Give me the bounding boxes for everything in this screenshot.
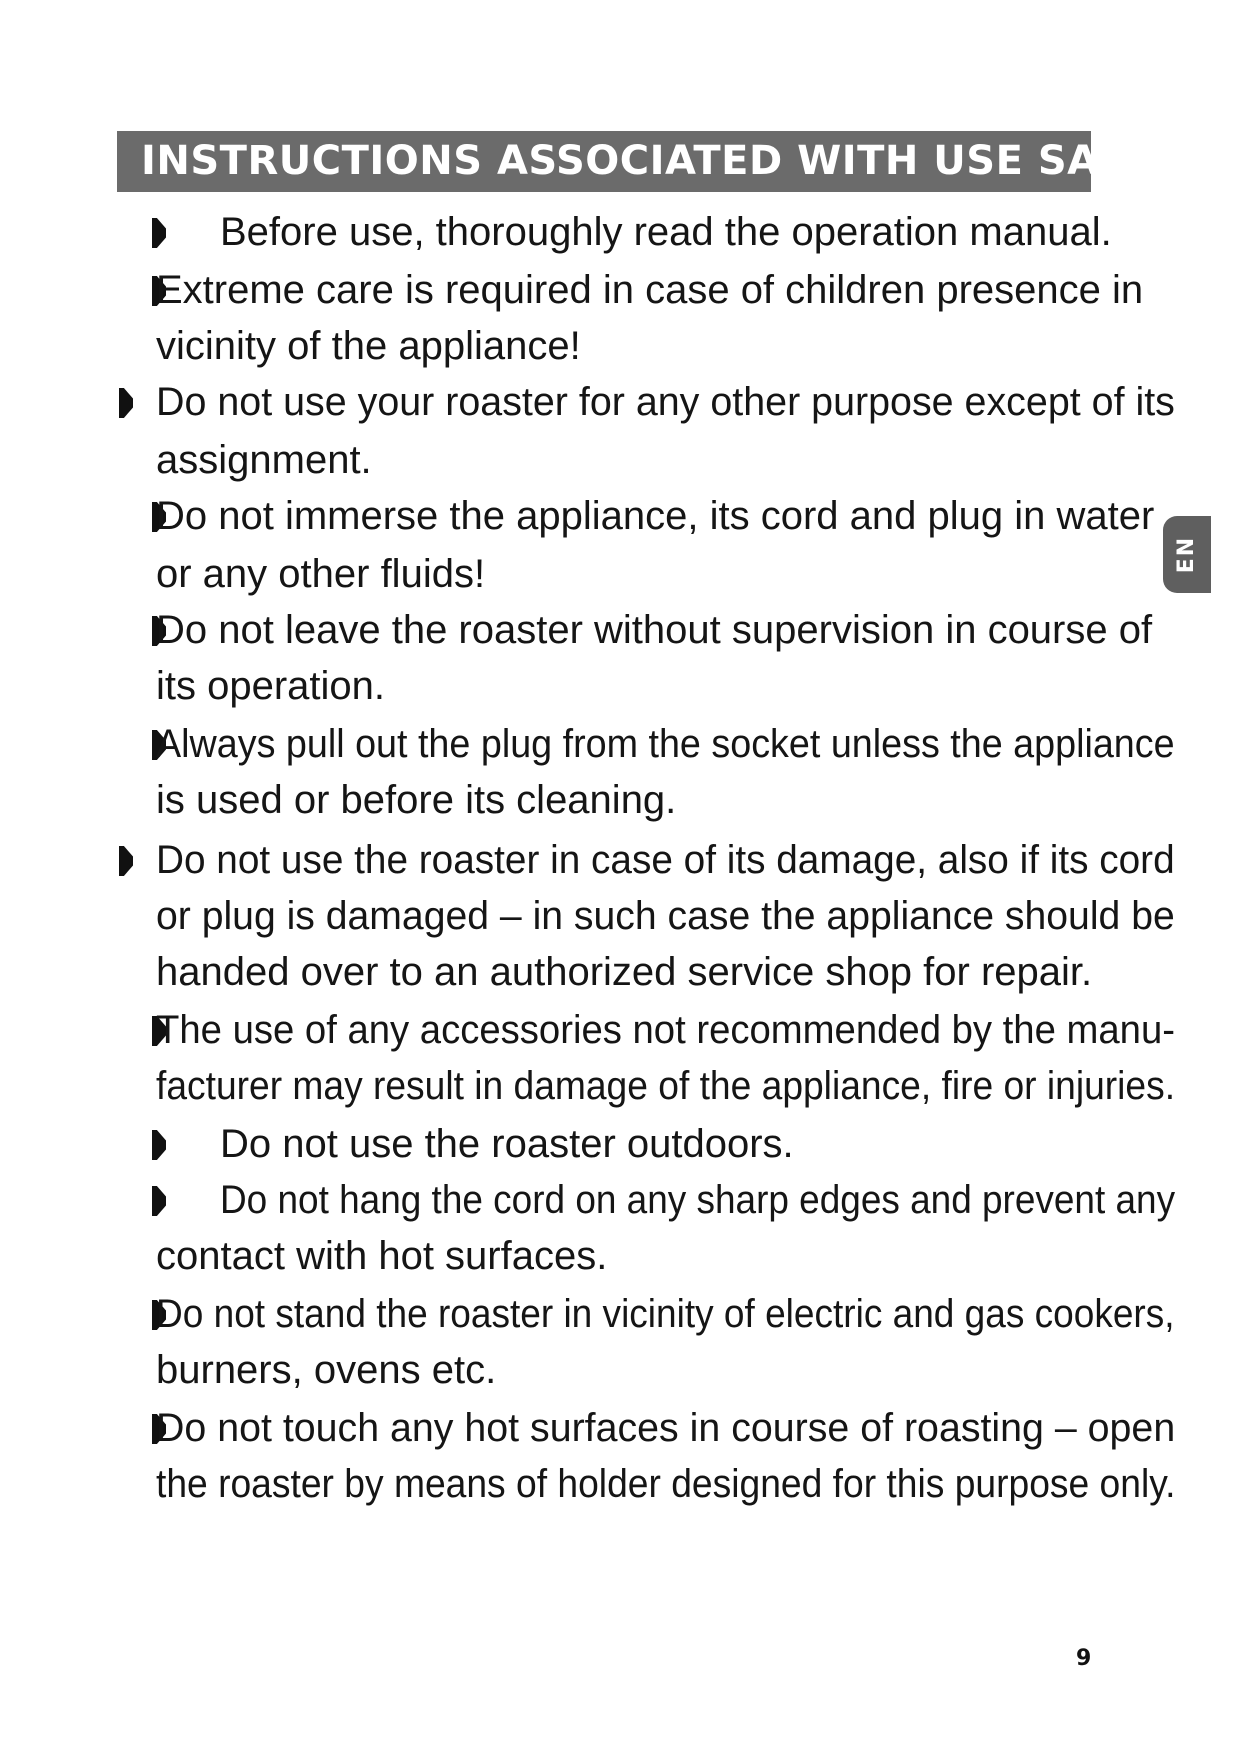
safety-item-line: handed over to an authorized service shop for repair.: [156, 950, 1093, 994]
language-tab: [1163, 516, 1211, 593]
safety-item-line: facturer may result in damage of the appliance, fire or injuries.: [156, 1064, 1176, 1108]
safety-item-line: Do not leave the roaster without supervision in course of: [156, 608, 1153, 652]
language-label: EN: [1174, 535, 1200, 574]
safety-item-line: vicinity of the appliance!: [156, 324, 581, 368]
safety-item-line: Do not touch any hot surfaces in course of roasting – open: [156, 1406, 1176, 1450]
section-title: INSTRUCTIONS ASSOCIATED WITH USE SAFETY: [117, 131, 1091, 192]
safety-item-line: the roaster by means of holder designed for this purpose only.: [156, 1462, 1176, 1506]
bullet-icon: [152, 218, 166, 248]
safety-item-line: Do not stand the roaster in vicinity of electric and gas cookers,: [156, 1292, 1175, 1336]
safety-item-line: burners, ovens etc.: [156, 1348, 497, 1392]
safety-item-line: contact with hot surfaces.: [156, 1234, 608, 1278]
safety-item-line: is used or before its cleaning.: [156, 778, 677, 822]
bullet-icon: [119, 388, 133, 418]
safety-item-line: or any other fluids!: [156, 552, 486, 596]
safety-item-line: Do not hang the cord on any sharp edges and prevent any: [220, 1178, 1176, 1222]
safety-item-line: Always pull out the plug from the socket unless the appliance: [156, 722, 1175, 766]
safety-item-line: The use of any accessories not recommended by the manu-: [156, 1008, 1175, 1052]
bullet-icon: [152, 1186, 166, 1216]
safety-item-line: Do not use the roaster in case of its damage, also if its cord: [156, 838, 1175, 882]
safety-item-line: Do not immerse the appliance, its cord and plug in water: [156, 494, 1155, 538]
safety-item-line: or plug is damaged – in such case the appliance should be: [156, 894, 1175, 938]
safety-item-line: Do not use the roaster outdoors.: [220, 1122, 794, 1166]
safety-item-line: assignment.: [156, 438, 372, 482]
safety-item-line: Before use, thoroughly read the operation manual.: [220, 210, 1112, 254]
safety-item-line: Do not use your roaster for any other purpose except of its: [156, 380, 1175, 424]
bullet-icon: [119, 846, 133, 876]
bullet-icon: [152, 1130, 166, 1160]
page-number: 9: [1076, 1646, 1092, 1671]
safety-item-line: its operation.: [156, 664, 386, 708]
safety-item-line: Extreme care is required in case of children presence in: [156, 268, 1144, 312]
